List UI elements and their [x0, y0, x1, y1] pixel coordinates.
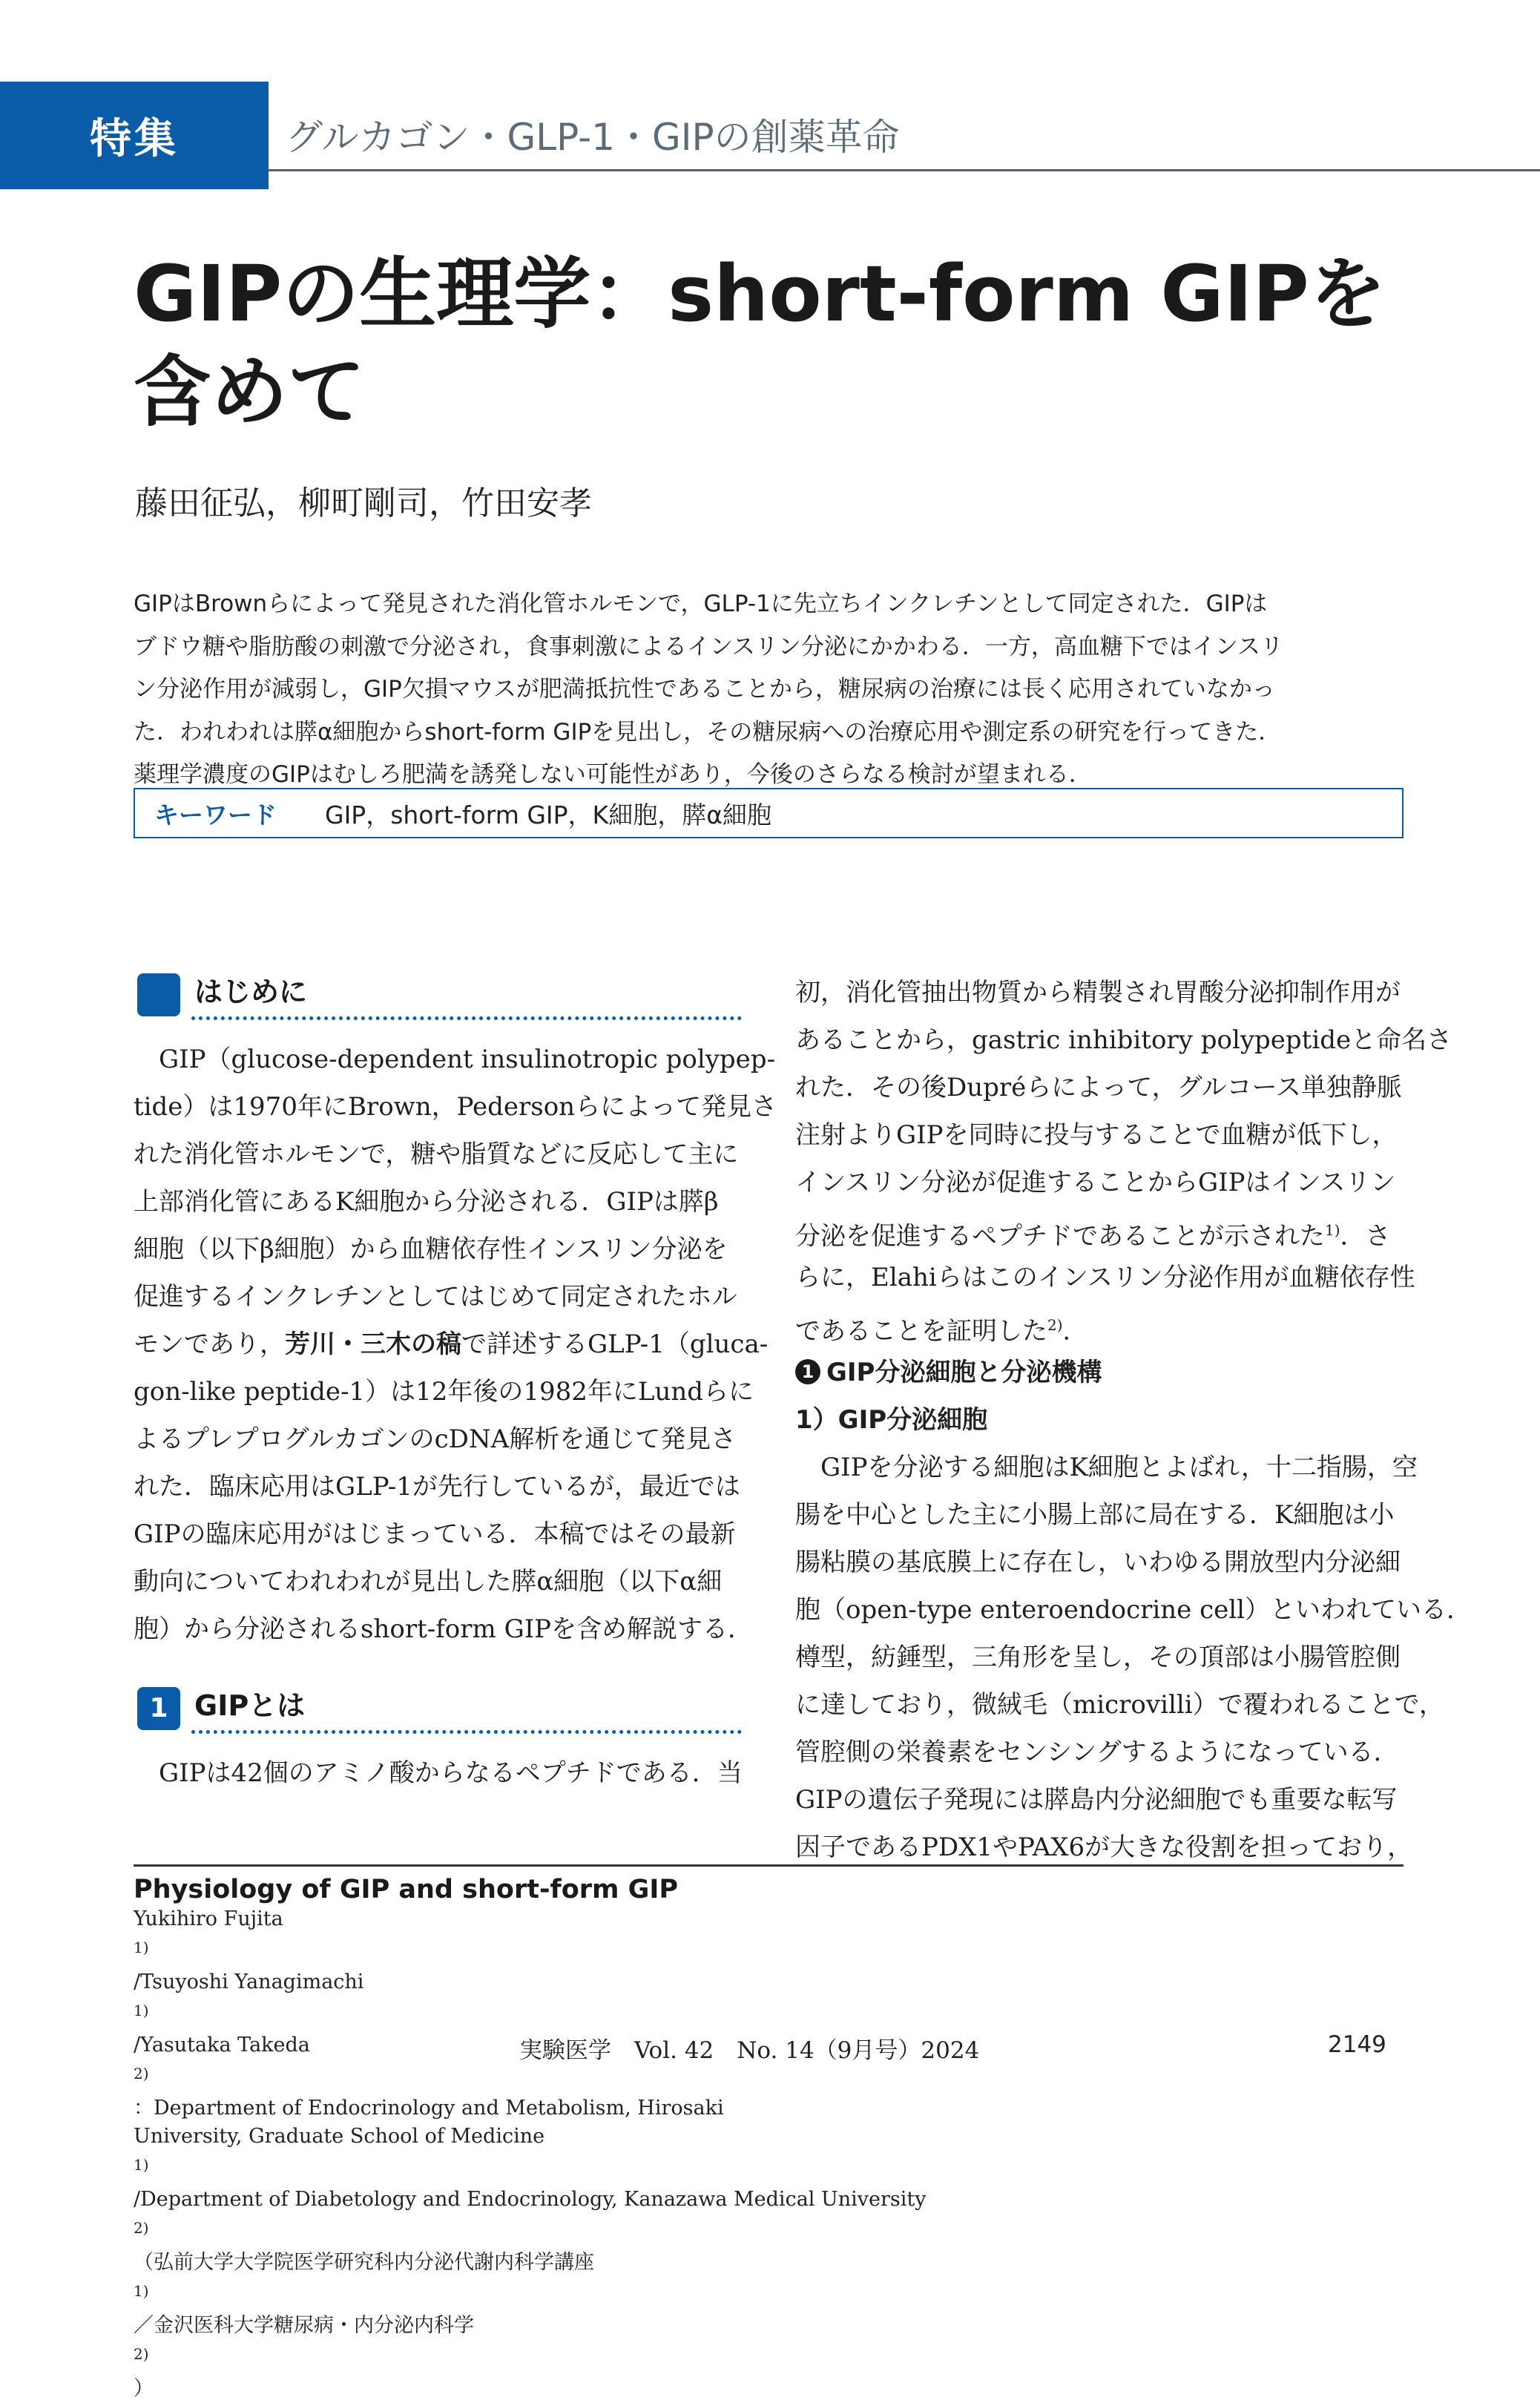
affil-mark: 1): [134, 2282, 149, 2300]
affiliation-text: /Department of Diabetology and Endocrinology, Kanazawa Medical University: [134, 2188, 927, 2211]
affiliation-line: [134, 2249, 1409, 2403]
abstract: [134, 583, 1409, 797]
body-line: に達しており，微絨毛（microvilli）で覆われることで，: [795, 1690, 1444, 1720]
body-text: で詳述するGLP-1（gluca-: [461, 1329, 769, 1359]
body-line: 管腔側の栄養素をセンシングするようになっている．: [795, 1738, 1399, 1767]
body-line: 胞（open-type enteroendocrine cell）といわれている．: [795, 1595, 1472, 1625]
affil-mark: 1): [134, 2156, 149, 2174]
section-marker-icon: [137, 973, 180, 1016]
keyword-label: キーワード: [154, 800, 277, 829]
body-line: よるプレプログルカゴンのcDNA解析を通じて発見さ: [134, 1424, 737, 1454]
affil-mark: 1): [134, 1939, 149, 1956]
body-line: 胞）から分泌されるshort-form GIPを含め解説する．: [134, 1614, 754, 1644]
author-name: /Yasutaka Takeda: [134, 2034, 310, 2057]
body-line: 注射よりGIPを同時に投与することで血糖が低下し，: [795, 1120, 1398, 1150]
body-line: GIPの臨床応用がはじまっている．本稿ではその最新: [134, 1519, 736, 1549]
body-text: ．さ: [1340, 1221, 1391, 1252]
body-line: GIPの遺伝子発現には膵島内分泌細胞でも重要な転写: [795, 1785, 1398, 1815]
affiliation-text: ：Department of Endocrinology and Metabolism, Hirosaki: [134, 2097, 724, 2120]
affiliation-text: University, Graduate School of Medicine: [134, 2125, 545, 2148]
affil-mark: 2): [134, 2345, 149, 2363]
body-line: 腸粘膜の基底膜上に存在し，いわゆる開放型内分泌細: [795, 1548, 1401, 1577]
body-line: れた消化管ホルモンで，糖や脂質などに反応して主に: [134, 1140, 739, 1169]
circled-number-icon: 1: [795, 1359, 820, 1384]
dotted-rule: [191, 1730, 742, 1734]
affiliation-line: [134, 1905, 1409, 2123]
article-title: [134, 245, 1439, 441]
section-1-title: GIPとは: [194, 1689, 306, 1722]
dotted-rule: [191, 1016, 742, 1020]
affiliation-text: ／金沢医科大学糖尿病・内分泌内科学: [134, 2314, 474, 2337]
body-line: 樽型，紡錘型，三角形を呈し，その頂部は小腸管腔側: [795, 1643, 1401, 1672]
affiliation-text: （弘前大学大学院医学研究科内分泌代謝内科学講座: [134, 2251, 594, 2274]
intro-section-heading: [134, 964, 742, 1018]
body-line: れた．臨床応用はGLP-1が先行しているが，最近では: [134, 1472, 740, 1502]
body-line: 上部消化管にあるK細胞から分泌される．GIPは膵β: [134, 1187, 719, 1217]
subsection-heading: [795, 1349, 1404, 1396]
affiliations: [134, 1905, 1409, 2403]
body-text: モンであり，: [134, 1329, 285, 1359]
keyword-box: [134, 788, 1404, 838]
journal-info: 実験医学 Vol. 42 No. 14（9月号）2024: [519, 2037, 980, 2064]
left-column: [134, 964, 777, 1797]
affil-mark: 2): [134, 2065, 149, 2083]
section-1-heading: [134, 1678, 742, 1732]
header-rule: [269, 169, 1540, 171]
section-number: 1: [137, 1687, 180, 1730]
footer-rule: [134, 1864, 1404, 1867]
body-line: 動向についてわれわれが見出した膵α細胞（以下α細: [134, 1567, 723, 1597]
body-line: れた．その後Dupréらによって，グルコース単独静脈: [795, 1073, 1402, 1102]
body-text: 分泌を促進するペプチドであることが示された: [795, 1221, 1325, 1252]
author-name: /Tsuyoshi Yanagimachi: [134, 1970, 364, 1993]
reference-mark: 1): [1325, 1221, 1340, 1239]
body-line: GIP（glucose-dependent insulinotropic polypep-: [159, 1045, 776, 1074]
body-text: ．: [1062, 1316, 1088, 1347]
body-line: らに，Elahiらはこのインスリン分泌作用が血糖依存性: [795, 1263, 1415, 1292]
body-line: あることから，gastric inhibitory polypeptideと命名さ: [795, 1025, 1452, 1055]
body-line: [134, 1321, 769, 1368]
author-name: Yukihiro Fujita: [134, 1907, 283, 1930]
keyword-values: GIP，short-form GIP，K細胞，膵α細胞: [325, 800, 771, 829]
title-line: 含めて: [134, 346, 366, 437]
affiliation-text: ）: [134, 2377, 154, 2400]
authors: 藤田征弘，柳町剛司，竹田安孝: [135, 484, 592, 522]
intro-heading: はじめに: [194, 976, 308, 1008]
body-text: であることを証明した: [795, 1316, 1047, 1347]
body-line: 腸を中心とした主に小腸上部に局在する．K細胞は小: [795, 1500, 1395, 1530]
affiliation-line: [134, 2123, 1409, 2249]
abstract-line: 薬理学濃度のGIPはむしろ肥満を誘発しない可能性があり，今後のさらなる検討が望まれる．: [134, 761, 1092, 788]
affil-mark: 1): [134, 2002, 149, 2019]
body-line: [795, 1301, 1404, 1349]
body-line: インスリン分泌が促進することからGIPはインスリン: [795, 1168, 1396, 1197]
abstract-line: GIPはBrownらによって発見された消化管ホルモンで，GLP-1に先立ちインクレチンとして同定された．GIPは: [134, 591, 1268, 617]
body-line: GIPを分泌する細胞はK細胞とよばれ，十二指腸，空: [820, 1453, 1418, 1482]
body-line: 促進するインクレチンとしてはじめて同定されたホル: [134, 1282, 737, 1312]
abstract-line: ン分泌作用が減弱し，GIP欠損マウスが肥満抵抗性であることから，糖尿病の治療には長く応用されていなかっ: [134, 676, 1275, 703]
affil-mark: 2): [134, 2219, 149, 2237]
body-line: gon-like peptide-1）は12年後の1982年にLundらに: [134, 1377, 754, 1407]
right-column: [795, 969, 1472, 1871]
body-line: 細胞（以下β細胞）から血糖依存性インスリン分泌を: [134, 1235, 728, 1264]
abstract-line: ブドウ糖や脂肪酸の刺激で分泌され，食事刺激によるインスリン分泌にかかわる．一方，高血糖下ではインスリ: [134, 633, 1283, 660]
reference-mark: 2): [1047, 1316, 1063, 1334]
title-line: GIPの生理学：short-form GIPを: [134, 249, 1386, 339]
subsection-title: GIP分泌細胞と分泌機構: [826, 1358, 1102, 1387]
body-line: tide）は1970年にBrown，Pedersonらによって発見さ: [134, 1092, 777, 1122]
subsubsection-heading: 1）GIP分泌細胞: [795, 1405, 988, 1435]
feature-title: グルカゴン・GLP-1・GIPの創薬革命: [286, 116, 900, 159]
cross-reference: 芳川・三木の稿: [285, 1329, 461, 1359]
feature-label: 特集: [0, 82, 269, 189]
abstract-line: た．われわれは膵α細胞からshort-form GIPを見出し，その糖尿病への治療応用や測定系の研究を行ってきた．: [134, 718, 1282, 746]
body-line: GIPは42個のアミノ酸からなるペプチドである．当: [159, 1758, 743, 1788]
body-line: 初，消化管抽出物質から精製され胃酸分泌抑制作用が: [795, 978, 1401, 1007]
page-number: 2149: [1328, 2031, 1386, 2058]
body-line: 因子であるPDX1やPAX6が大きな役割を担っており，: [795, 1832, 1413, 1862]
body-line: [795, 1206, 1404, 1254]
english-title: Physiology of GIP and short-form GIP: [134, 1875, 679, 1904]
